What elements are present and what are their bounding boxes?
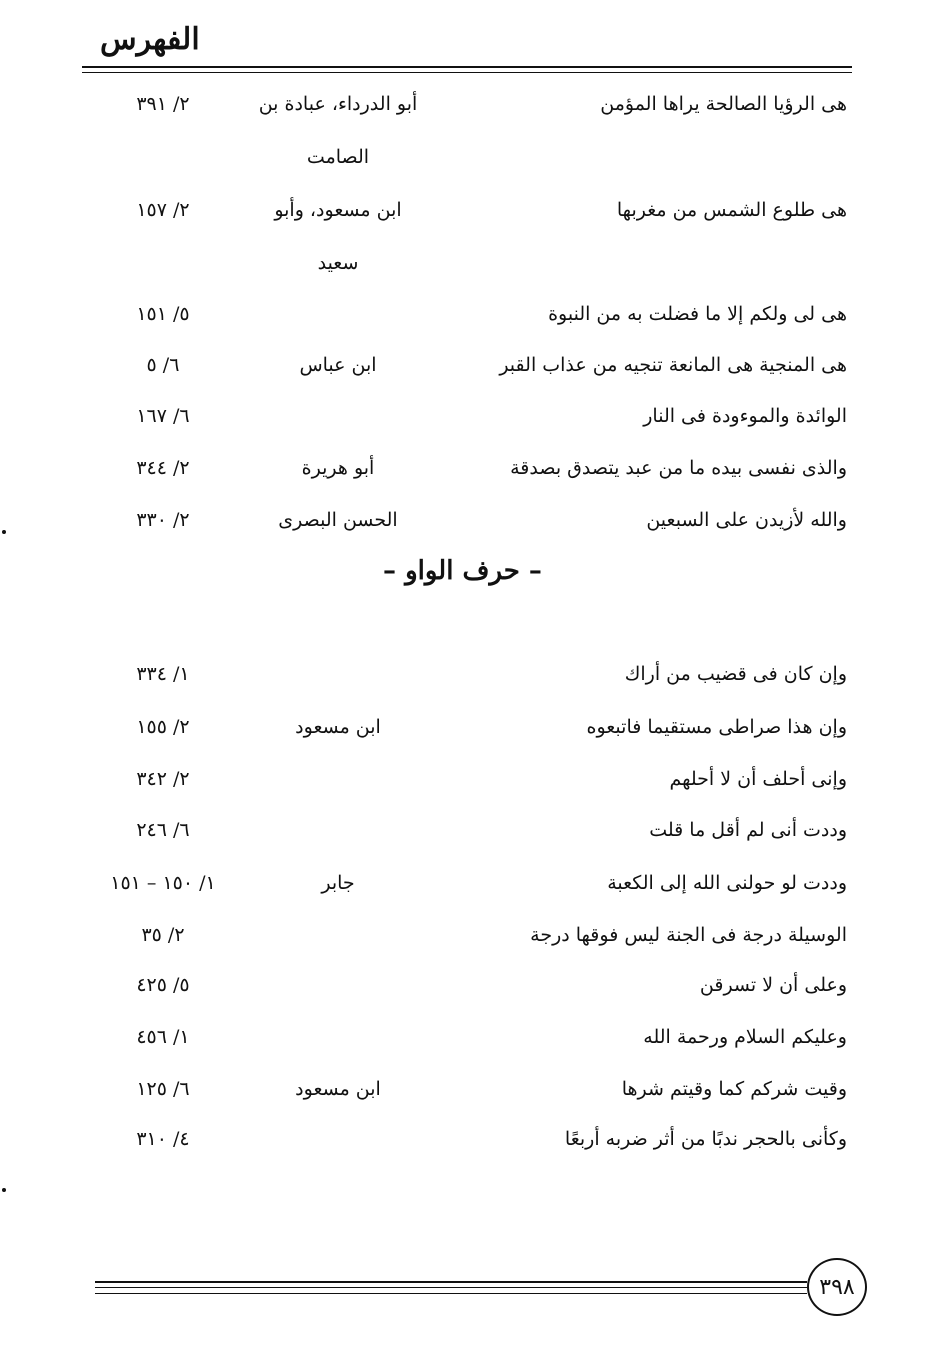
hadith-text: وإنى أحلف أن لا أحلهم (669, 768, 847, 790)
table-row (0, 762, 925, 796)
table-row (0, 813, 925, 847)
hadith-text: وإن كان فى قضيب من أراك (624, 663, 847, 685)
hadith-text: وعلى أن لا تسرقن (699, 974, 847, 996)
narrator: ابن مسعود (295, 1078, 381, 1100)
reference: ٦/ ١٦٧ (136, 405, 190, 427)
narrator: جابر (321, 872, 355, 894)
narrator: أبو هريرة (301, 457, 375, 479)
reference: ٦/ ٥ (146, 354, 180, 376)
hadith-text: وددت أنى لم أقل ما قلت (649, 819, 847, 841)
section-heading: – حرف الواو – (383, 556, 542, 586)
reference: ٢/ ١٥٧ (136, 199, 190, 221)
table-row (0, 503, 925, 537)
table-row (0, 968, 925, 1002)
reference: ٢/ ١٥٥ (136, 716, 190, 738)
table-row (0, 193, 925, 227)
table-row (0, 918, 925, 952)
reference: ٢/ ٣٤٤ (136, 457, 190, 479)
hadith-text: هى طلوع الشمس من مغربها (616, 199, 847, 221)
table-row (0, 246, 925, 280)
reference: ٢/ ٣٤٢ (136, 768, 190, 790)
narrator: الحسن البصرى (278, 509, 398, 531)
table-row (0, 140, 925, 174)
reference: ٥/ ١٥١ (136, 303, 190, 325)
narrator: سعيد (317, 252, 359, 274)
table-row (0, 297, 925, 331)
hadith-text: والله لأزيدن على السبعين (646, 509, 847, 531)
table-row (0, 866, 925, 900)
narrator: ابن مسعود (295, 716, 381, 738)
hadith-text: هى لى ولكم إلا ما فضلت به من النبوة (548, 303, 847, 325)
scan-mark (2, 1188, 6, 1192)
page-number: ٣٩٨ (807, 1258, 867, 1316)
narrator: ابن مسعود، وأبو (274, 199, 402, 221)
footer-rule-thin (95, 1293, 807, 1294)
hadith-text: الوسيلة درجة فى الجنة ليس فوقها درجة (530, 924, 847, 946)
scan-mark (2, 530, 6, 534)
hadith-text: وقيت شركم كما وقيتم شرها (621, 1078, 847, 1100)
header-rule-thin (82, 72, 852, 73)
narrator: الصامت (306, 146, 370, 168)
table-row (0, 1072, 925, 1106)
table-row (0, 348, 925, 382)
reference: ١/ ١٥٠ – ١٥١ (110, 872, 216, 894)
reference: ٢/ ٣٩١ (136, 93, 190, 115)
table-row (0, 710, 925, 744)
table-row (0, 1122, 925, 1156)
hadith-text: الوائدة والموءودة فى النار (643, 405, 847, 427)
hadith-text: وكأنى بالحجر ندبًا من أثر ضربه أربعًا (564, 1128, 847, 1150)
reference: ٢/ ٣٥ (141, 924, 185, 946)
table-row (0, 451, 925, 485)
reference: ١/ ٣٣٤ (136, 663, 190, 685)
hadith-text: وإن هذا صراطى مستقيما فاتبعوه (586, 716, 847, 738)
narrator: ابن عباس (299, 354, 377, 376)
footer-rule-thin (95, 1287, 807, 1288)
reference: ١/ ٤٥٦ (136, 1026, 190, 1048)
table-row (0, 657, 925, 691)
footer-rule (95, 1281, 807, 1283)
hadith-text: هى المنجية هى المانعة تنجيه من عذاب القبر (499, 354, 847, 376)
reference: ٦/ ١٢٥ (136, 1078, 190, 1100)
table-row (0, 399, 925, 433)
narrator: أبو الدرداء، عبادة بن (258, 93, 418, 115)
header-rule (82, 66, 852, 68)
hadith-text: هى الرؤيا الصالحة يراها المؤمن (600, 93, 847, 115)
hadith-text: وددت لو حولنى الله إلى الكعبة (607, 872, 847, 894)
reference: ٦/ ٢٤٦ (136, 819, 190, 841)
reference: ٥/ ٤٢٥ (136, 974, 190, 996)
table-row (0, 1020, 925, 1054)
hadith-text: وعليكم السلام ورحمة الله (643, 1026, 847, 1048)
reference: ٢/ ٣٣٠ (136, 509, 190, 531)
index-title: الفهرس (100, 22, 200, 57)
hadith-text: والذى نفسى بيده ما من عبد يتصدق بصدقة (510, 457, 847, 479)
reference: ٤/ ٣١٠ (136, 1128, 190, 1150)
table-row (0, 87, 925, 121)
